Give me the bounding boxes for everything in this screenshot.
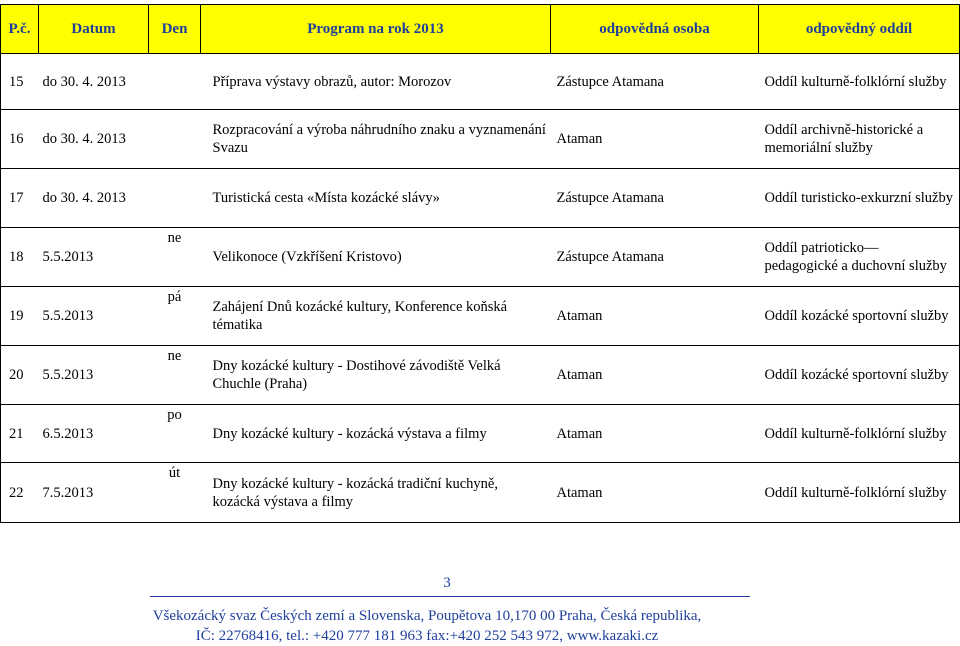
row-number: 18	[1, 228, 39, 287]
row-date: 5.5.2013	[39, 346, 149, 405]
table-row	[1, 228, 960, 287]
row-oddil: Oddíl kozácké sportovní služby	[759, 287, 960, 346]
row-program: Dny kozácké kultury - Dostihové závodiště Velká Chuchle (Praha)	[201, 346, 551, 405]
row-date: do 30. 4. 2013	[39, 169, 149, 228]
row-oddil: Oddíl archivně-historické a memoriální služby	[759, 110, 960, 169]
footer-address-line-2: IČ: 22768416, tel.: +420 777 181 963 fax:+420 252 543 972, www.kazaki.cz	[195, 628, 659, 644]
row-day: ne	[149, 228, 201, 287]
row-osoba: Ataman	[551, 463, 759, 523]
footer-address-line-1: Všekozácký svaz Českých zemí a Slovenska, Poupětova 10,170 00 Praha, Česká republika,	[152, 608, 702, 624]
row-day: pá	[149, 287, 201, 346]
row-date: do 30. 4. 2013	[39, 110, 149, 169]
footer-divider	[150, 596, 750, 597]
row-osoba: Zástupce Atamana	[551, 54, 759, 110]
row-program: Příprava výstavy obrazů, autor: Morozov	[201, 54, 551, 110]
table-row	[1, 287, 960, 346]
row-day	[149, 54, 201, 110]
row-day: ne	[149, 346, 201, 405]
row-oddil: Oddíl kozácké sportovní služby	[759, 346, 960, 405]
table-row	[1, 405, 960, 463]
table-row	[1, 169, 960, 228]
row-number: 21	[1, 405, 39, 463]
row-osoba: Ataman	[551, 110, 759, 169]
row-program: Turistická cesta «Místa kozácké slávy»	[201, 169, 551, 228]
row-program: Zahájení Dnů kozácké kultury, Konference koňská tématika	[201, 287, 551, 346]
row-program: Velikonoce (Vzkříšení Kristovo)	[201, 228, 551, 287]
row-program: Dny kozácké kultury - kozácká tradiční kuchyně, kozácká výstava a filmy	[201, 463, 551, 523]
page-number: 3	[443, 575, 451, 591]
row-number: 22	[1, 463, 39, 523]
row-number: 20	[1, 346, 39, 405]
row-day	[149, 169, 201, 228]
row-osoba: Zástupce Atamana	[551, 169, 759, 228]
table-row	[1, 346, 960, 405]
header-cell-oddil: odpovědný oddíl	[759, 5, 960, 54]
row-number: 19	[1, 287, 39, 346]
row-day: po	[149, 405, 201, 463]
row-program: Rozpracování a výroba náhrudního znaku a vyznamenání Svazu	[201, 110, 551, 169]
row-day: út	[149, 463, 201, 523]
row-osoba: Zástupce Atamana	[551, 228, 759, 287]
table-row	[1, 54, 960, 110]
row-osoba: Ataman	[551, 405, 759, 463]
row-number: 17	[1, 169, 39, 228]
row-oddil: Oddíl kulturně-folklórní služby	[759, 405, 960, 463]
row-oddil: Oddíl kulturně-folklórní služby	[759, 54, 960, 110]
program-table	[0, 4, 960, 523]
table-header-row	[1, 5, 960, 54]
row-osoba: Ataman	[551, 287, 759, 346]
header-cell-date: Datum	[39, 5, 149, 54]
row-osoba: Ataman	[551, 346, 759, 405]
header-cell-osoba: odpovědná osoba	[551, 5, 759, 54]
row-date: do 30. 4. 2013	[39, 54, 149, 110]
row-oddil: Oddíl turisticko-exkurzní služby	[759, 169, 960, 228]
row-date: 5.5.2013	[39, 287, 149, 346]
row-date: 6.5.2013	[39, 405, 149, 463]
header-cell-day: Den	[149, 5, 201, 54]
row-day	[149, 110, 201, 169]
row-number: 16	[1, 110, 39, 169]
row-oddil: Oddíl patrioticko— pedagogické a duchovní služby	[759, 228, 960, 287]
row-date: 5.5.2013	[39, 228, 149, 287]
row-program: Dny kozácké kultury - kozácká výstava a filmy	[201, 405, 551, 463]
table-row	[1, 110, 960, 169]
header-cell-no: P.č.	[1, 5, 39, 54]
header-cell-program: Program na rok 2013	[201, 5, 551, 54]
table-row	[1, 463, 960, 523]
row-number: 15	[1, 54, 39, 110]
footer-address	[0, 606, 854, 646]
row-oddil: Oddíl kulturně-folklórní služby	[759, 463, 960, 523]
row-date: 7.5.2013	[39, 463, 149, 523]
